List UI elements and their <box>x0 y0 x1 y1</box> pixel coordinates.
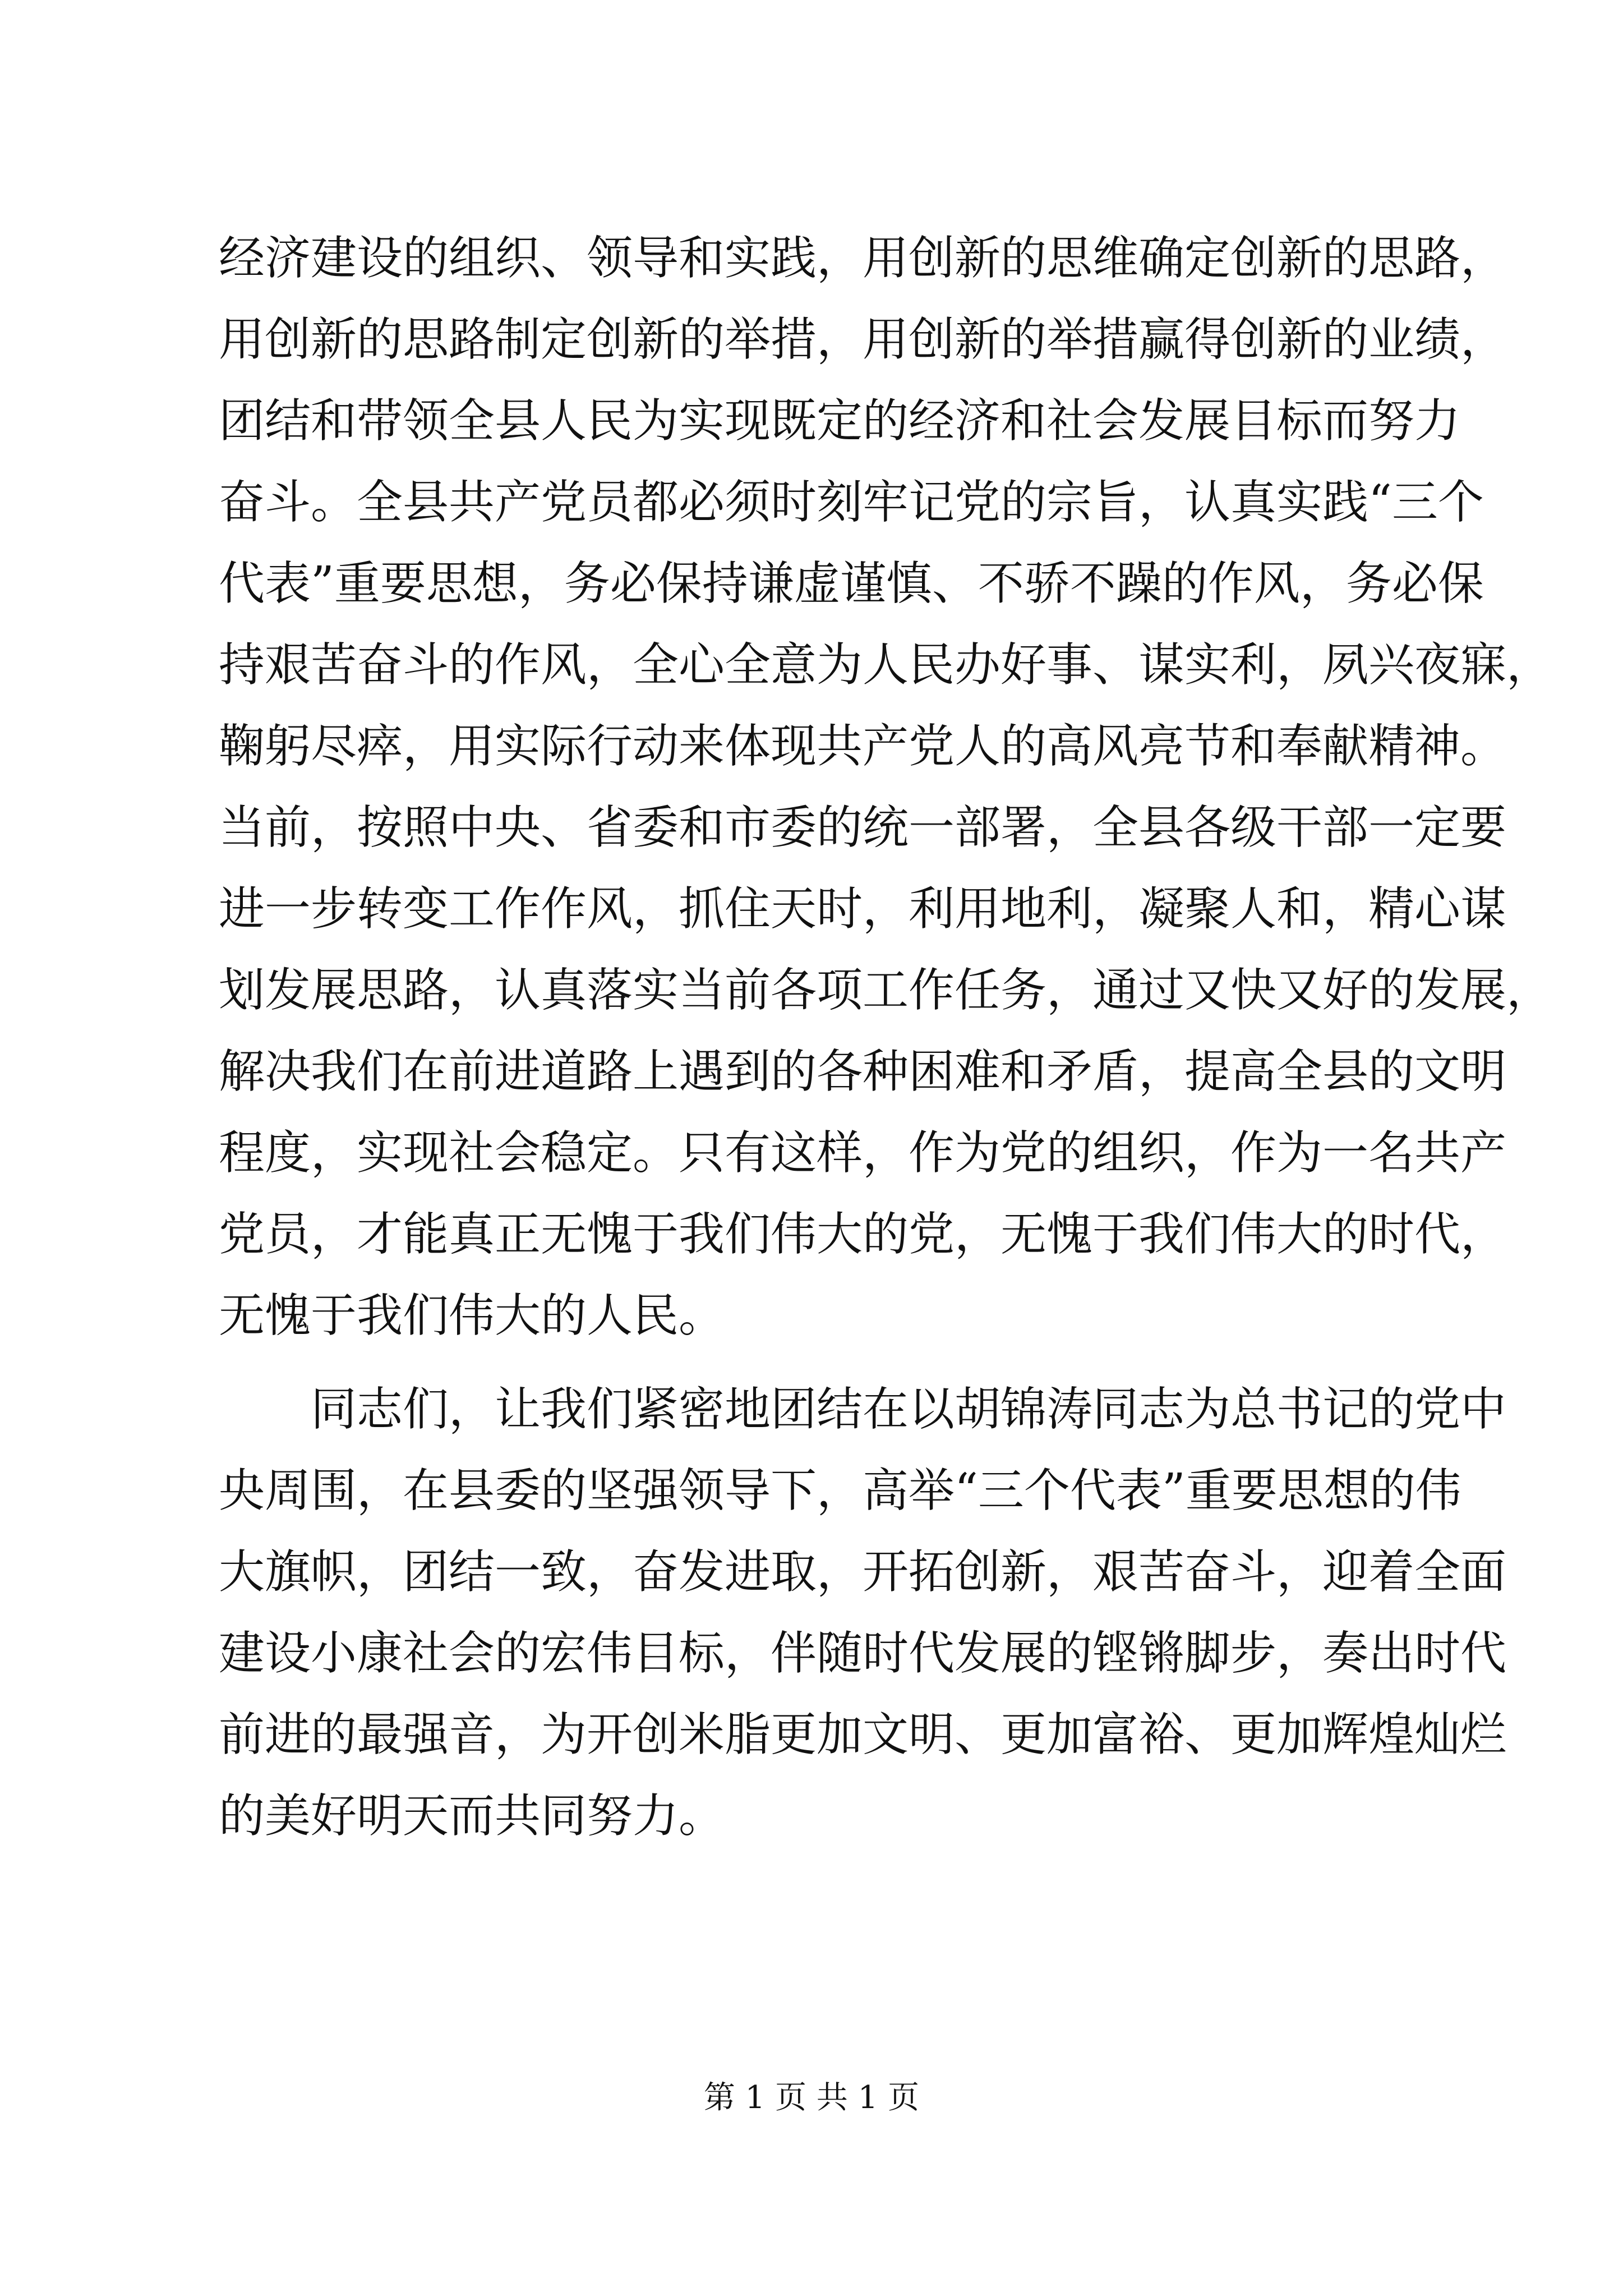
paragraph-spacer <box>219 1356 1413 1369</box>
paragraph-line: 用创新的思路制定创新的举措，用创新的举措赢得创新的业绩， <box>219 313 1507 366</box>
paragraph-line: 代表”重要思想，务必保持谦虚谨慎、不骄不躁的作风，务必保 <box>219 557 1484 610</box>
paragraph-line: 前进的最强音，为开创米脂更加文明、更加富裕、更加辉煌灿烂 <box>219 1708 1507 1761</box>
paragraph-line: 的美好明天而共同努力。 <box>219 1789 725 1843</box>
paragraph-1 <box>219 218 1553 1356</box>
paragraph-line: 无愧于我们伟大的人民。 <box>219 1289 725 1342</box>
paragraph-line: 经济建设的组织、领导和实践，用创新的思维确定创新的思路， <box>219 232 1507 285</box>
page-number-label: 第 1 页 共 1 页 <box>703 2079 920 2116</box>
paragraph-line: 鞠躬尽瘁，用实际行动来体现共产党人的高风亮节和奉献精神。 <box>219 720 1507 773</box>
document-body <box>219 218 1553 1857</box>
paragraph-line: 党员，才能真正无愧于我们伟大的党，无愧于我们伟大的时代， <box>219 1208 1507 1261</box>
paragraph-line: 划发展思路，认真落实当前各项工作任务，通过又快又好的发展， <box>219 964 1553 1017</box>
paragraph-line: 当前，按照中央、省委和市委的统一部署，全县各级干部一定要 <box>219 801 1507 854</box>
paragraph-line: 央周围，在县委的坚强领导下，高举“三个代表”重要思想的伟 <box>219 1464 1461 1517</box>
paragraph-line: 同志们，让我们紧密地团结在以胡锦涛同志为总书记的党中 <box>311 1383 1507 1436</box>
paragraph-line: 解决我们在前进道路上遇到的各种困难和矛盾，提高全县的文明 <box>219 1045 1507 1098</box>
page-footer <box>0 2078 1623 2118</box>
paragraph-line: 团结和带领全县人民为实现既定的经济和社会发展目标而努力 <box>219 394 1461 448</box>
paragraph-line: 程度，实现社会稳定。只有这样，作为党的组织，作为一名共产 <box>219 1126 1507 1180</box>
paragraph-line: 建设小康社会的宏伟目标，伴随时代发展的铿锵脚步，奏出时代 <box>219 1627 1507 1680</box>
paragraph-2 <box>219 1369 1507 1857</box>
paragraph-line: 进一步转变工作作风，抓住天时，利用地利，凝聚人和，精心谋 <box>219 882 1507 936</box>
paragraph-line: 持艰苦奋斗的作风，全心全意为人民办好事、谋实利，夙兴夜寐， <box>219 638 1553 692</box>
paragraph-line: 大旗帜，团结一致，奋发进取，开拓创新，艰苦奋斗，迎着全面 <box>219 1545 1507 1599</box>
paragraph-line: 奋斗。全县共产党员都必须时刻牢记党的宗旨，认真实践“三个 <box>219 476 1484 529</box>
